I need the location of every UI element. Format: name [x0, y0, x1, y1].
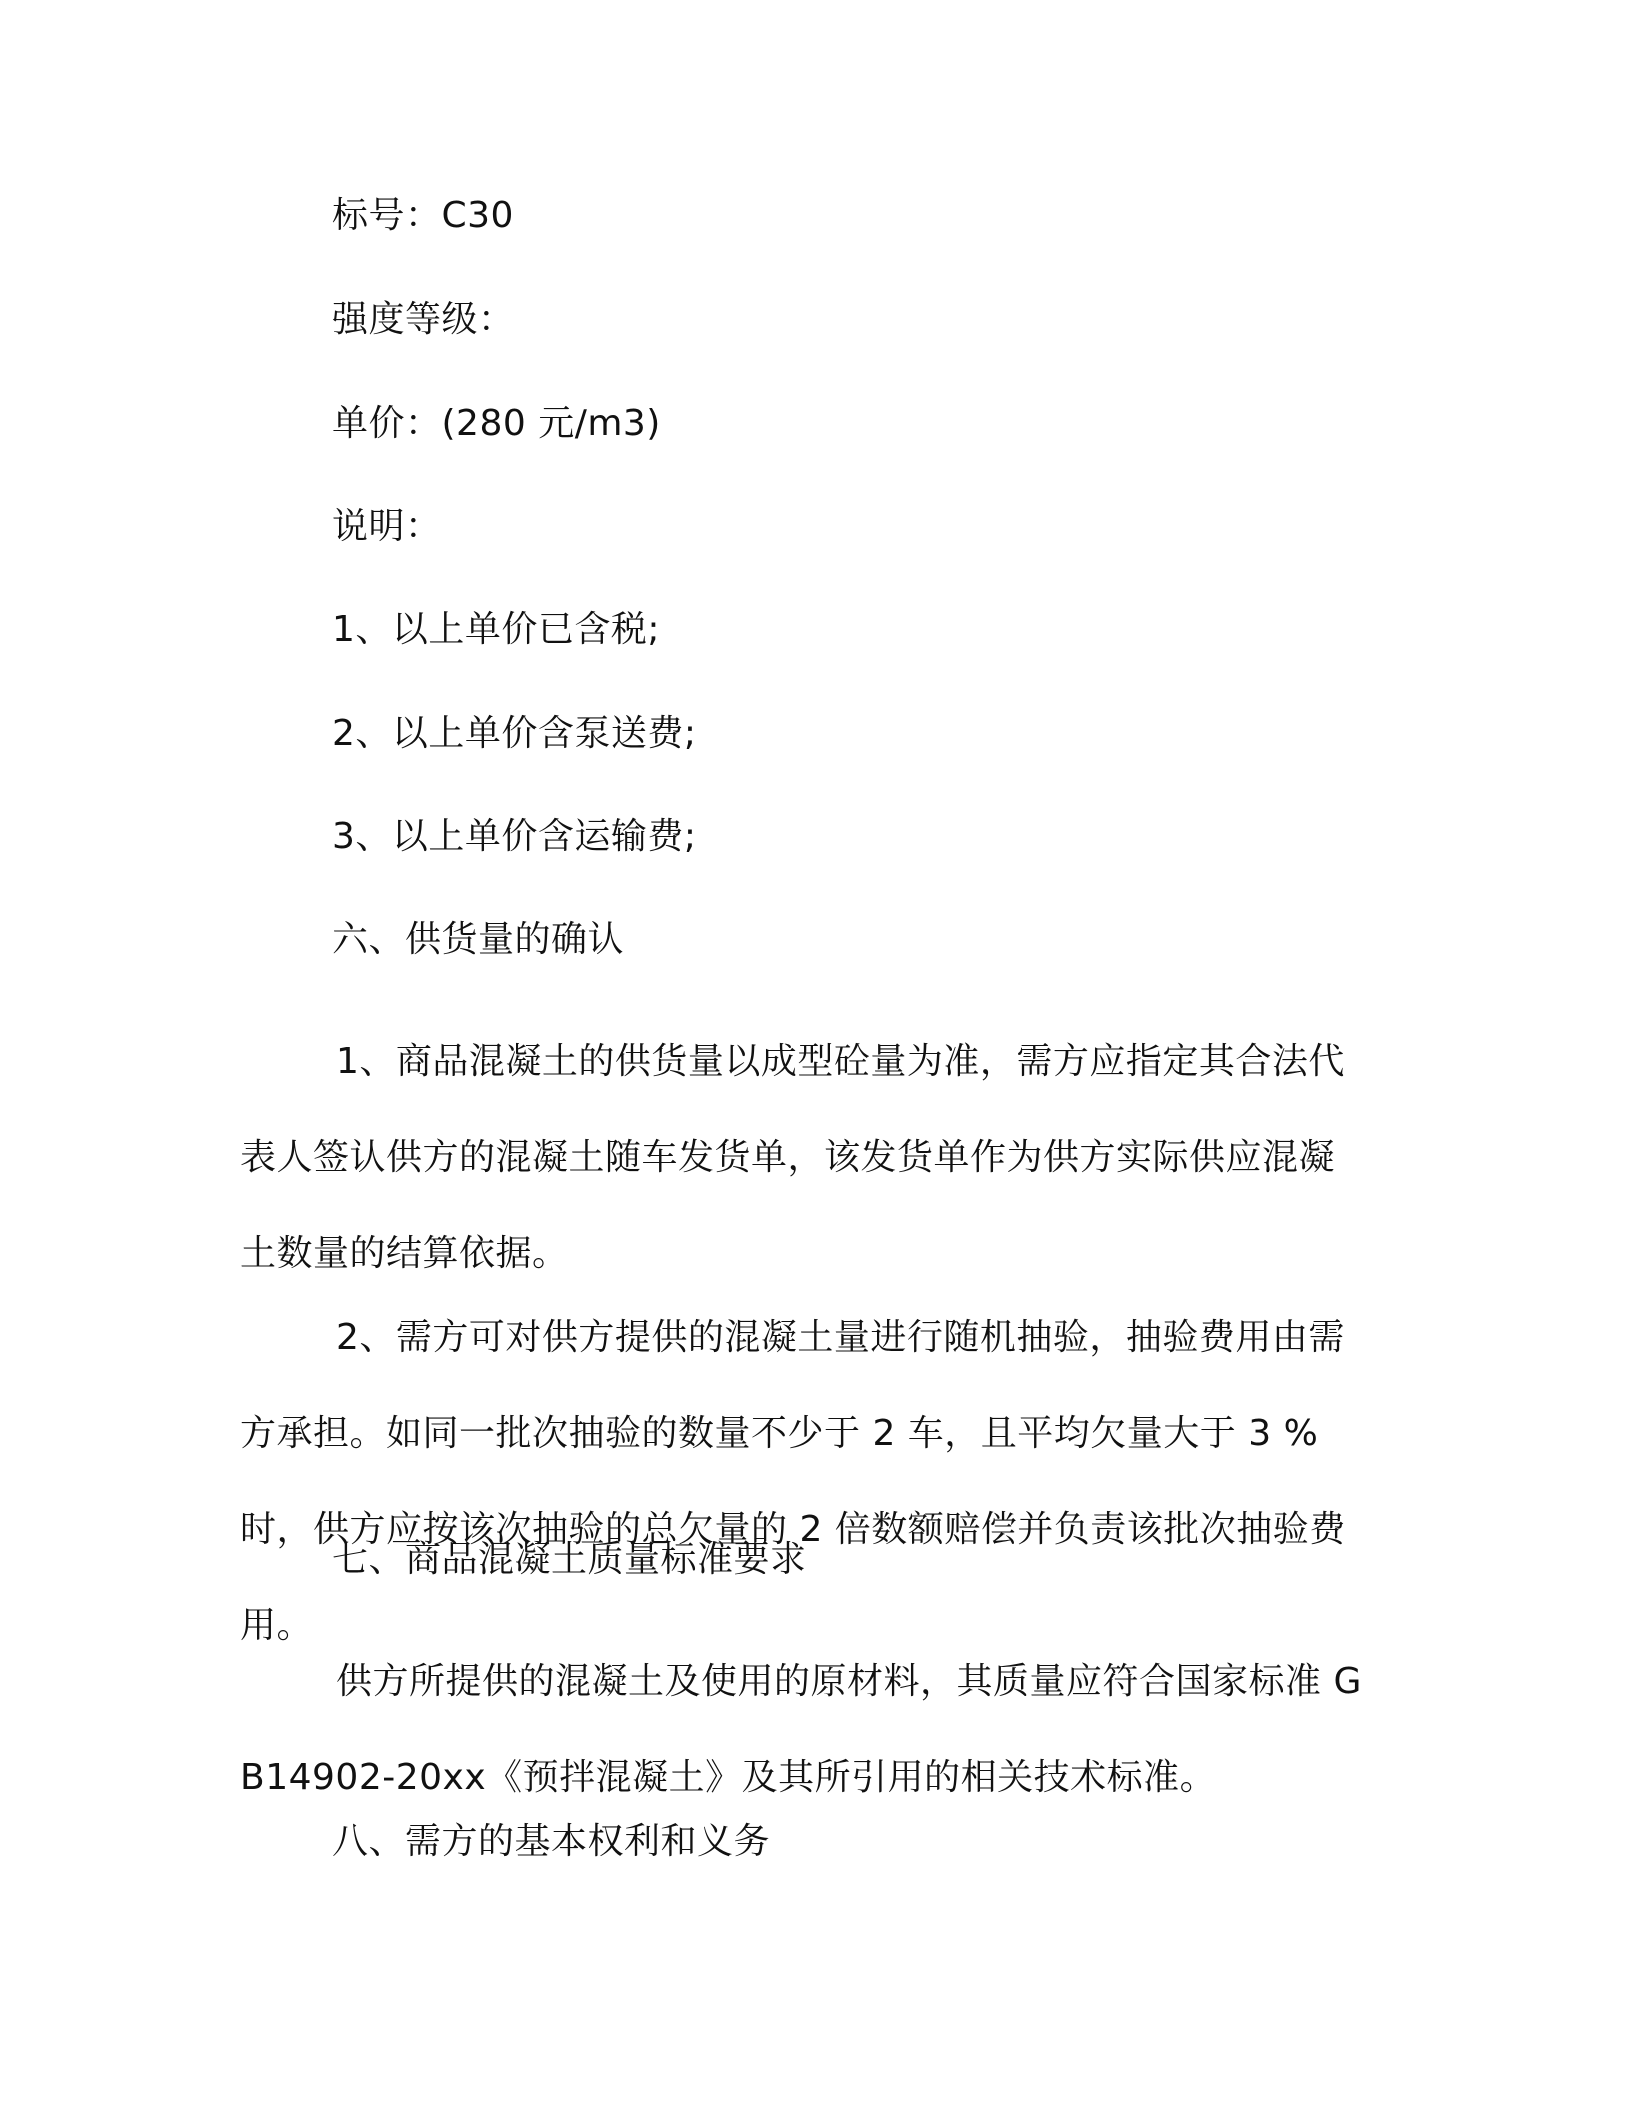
- note-item-1: 1、以上单价已含税;: [332, 609, 661, 650]
- section-heading-6: 六、供货量的确认: [332, 919, 625, 960]
- paragraph-supply-quantity-1: 1、商品混凝土的供货量以成型砼量为准，需方应指定其合法代表人签认供方的混凝土随车发货单，该发货单作为供方实际供应混凝土数量的结算依据。: [240, 1041, 1345, 1274]
- strength-line: 强度等级：: [332, 299, 515, 340]
- note-item-2: 2、以上单价含泵送费;: [332, 713, 697, 754]
- section-heading-8: 八、需方的基本权利和义务: [332, 1821, 771, 1862]
- unit-price-line: 单价：(280 元/m3): [332, 403, 661, 444]
- note-item-3: 3、以上单价含运输费;: [332, 816, 697, 857]
- grade-line: 标号：C30: [332, 195, 514, 236]
- paragraph-quality-standard: 供方所提供的混凝土及使用的原材料，其质量应符合国家标准 GB14902-20xx《预拌混凝土》及其所引用的相关技术标准。: [240, 1661, 1362, 1798]
- paragraph-supply-quantity-2: 2、需方可对供方提供的混凝土量进行随机抽验，抽验费用由需方承担。如同一批次抽验的数量不少于 2 车，且平均欠量大于 3 %时，供方应按该次抽验的总欠量的 2 倍数额赔偿并负责该批次抽验费用。: [240, 1317, 1346, 1646]
- section-heading-7: 七、商品混凝土质量标准要求: [332, 1539, 807, 1580]
- note-title: 说明：: [332, 506, 442, 547]
